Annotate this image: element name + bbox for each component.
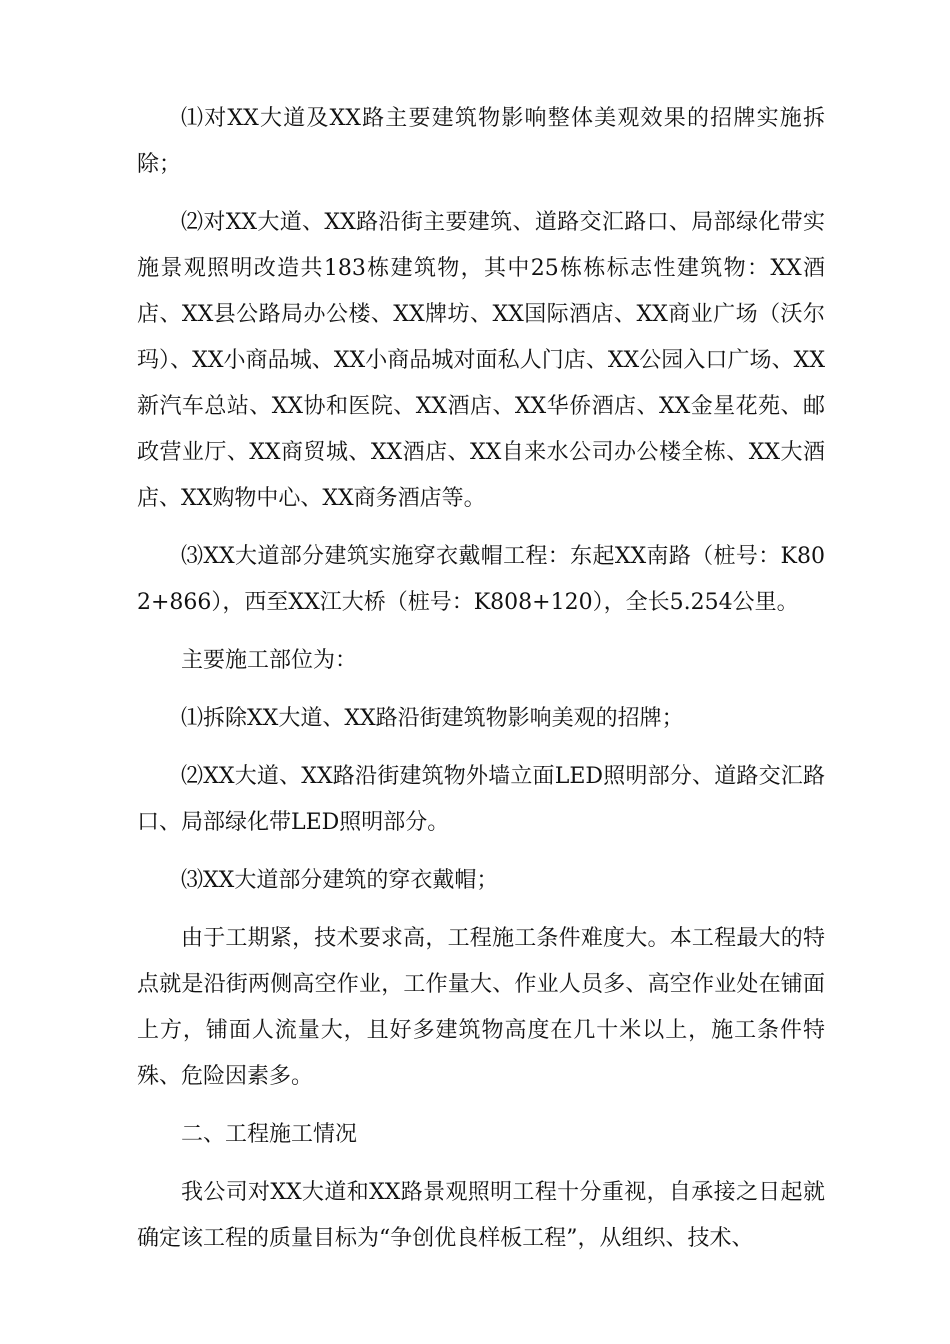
section-heading-construction: 二、工程施工情况 <box>181 1122 358 1147</box>
paragraph-item-1-removal: ⑴对XX大道及XX路主要建筑物影响整体美观效果的招牌实施拆除； <box>137 106 825 177</box>
paragraph-part-3: ⑶XX大道部分建筑的穿衣戴帽； <box>181 868 499 893</box>
paragraph-project-features: 由于工期紧，技术要求高，工程施工条件难度大。本工程最大的特点就是沿街两侧高空作业，工作量大、作业人员多、高空作业处在铺面上方，铺面人流量大，且好多建筑物高度在几十米以上，施工条件特殊、危险因素多。 <box>137 926 825 1089</box>
document-body <box>137 96 825 1274</box>
paragraph-item-2-lighting: ⑵对XX大道、XX路沿街主要建筑、道路交汇路口、局部绿化带实施景观照明改造共183栋建筑物，其中25栋栋标志性建筑物：XX酒店、XX县公路局办公楼、XX牌坊、XX国际酒店、XX商业广场（沃尔玛）、XX小商品城、XX小商品城对面私人门店、XX公园入口广场、XX新汽车总站、XX协和医院、XX酒店、XX华侨酒店、XX金星花苑、邮政营业厅、XX商贸城、XX酒店、XX自来水公司办公楼全栋、XX大酒店、XX购物中心、XX商务酒店等。 <box>137 210 825 511</box>
paragraph-part-2: ⑵XX大道、XX路沿街建筑物外墙立面LED照明部分、道路交汇路口、局部绿化带LED照明部分。 <box>137 764 825 835</box>
paragraph-main-parts-heading: 主要施工部位为： <box>181 648 358 673</box>
paragraph-item-3-facade: ⑶XX大道部分建筑实施穿衣戴帽工程：东起XX南路（桩号：K802+866），西至XX江大桥（桩号：K808+120），全长5.254公里。 <box>137 544 825 615</box>
paragraph-part-1: ⑴拆除XX大道、XX路沿街建筑物影响美观的招牌； <box>181 706 684 731</box>
paragraph-construction-intro: 我公司对XX大道和XX路景观照明工程十分重视，自承接之日起就确定该工程的质量目标为“争创优良样板工程”，从组织、技术、 <box>137 1180 825 1251</box>
